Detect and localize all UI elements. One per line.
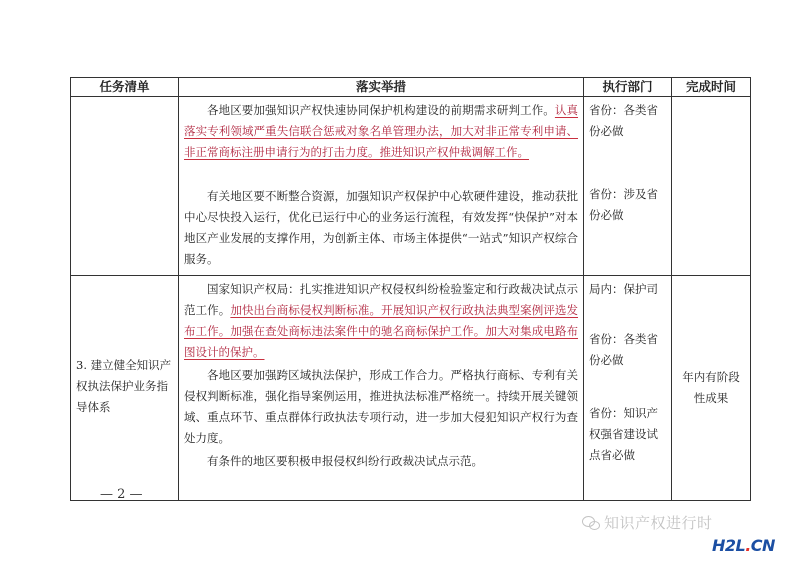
measure-paragraph: 国家知识产权局：扎实推进知识产权侵权纠纷检验鉴定和行政裁决试点示范工作。加快出台商标侵权判断标准。开展知识产权行政执法典型案例评选发布工作。加强在查处商标违法案件中的驰名商标保护工作。加大对集成电路布图设计的保护。: [184, 282, 579, 359]
wechat-icon: [582, 516, 600, 530]
task-table: [70, 77, 751, 501]
header-measures: 落实举措: [179, 78, 584, 97]
measure-paragraph: 有关地区要不断整合资源，加强知识产权保护中心软硬件建设，推动获批中心尽快投入运行，优化已运行中心的业务运行流程，有效发挥“快保护”对本地区产业发展的支撑作用，为创新主体、市场主体提供“一站式”知识产权综合服务。: [184, 189, 578, 266]
time-cell: [672, 97, 751, 276]
table-header-row: [71, 78, 751, 97]
task-cell: [71, 97, 179, 276]
department-entry: 省份：各类省份必做: [589, 103, 658, 138]
measure-paragraph: 各地区要加强知识产权快速协同保护机构建设的前期需求研判工作。认真落实专利领域严重失信联合惩戒对象名单管理办法，加大对非正常专利申请、非正常商标注册申请行为的打击力度。推进知识产权仲裁调解工作。: [184, 103, 579, 159]
measure-paragraph: 有条件的地区要积极申报侵权纠纷行政裁决试点示范。: [207, 454, 483, 468]
highlighted-text: 加快出台商标侵权判断标准。开展知识产权行政执法典型案例评选发布工作。加强在查处商标违法案件中的驰名商标保护工作。加大对集成电路布图设计的保护。: [184, 303, 579, 359]
table-row: [71, 97, 751, 276]
department-entry: 省份：知识产权强省建设试点省必做: [589, 406, 658, 462]
measures-cell: [179, 97, 584, 276]
department-cell: [584, 276, 672, 501]
measures-cell: [179, 276, 584, 501]
watermark: [582, 512, 713, 533]
header-department: 执行部门: [584, 78, 672, 97]
header-task-list: 任务清单: [71, 78, 179, 97]
site-logo: H2L.CN: [712, 536, 775, 555]
department-entry: 省份：各类省份必做: [589, 332, 658, 367]
watermark-text: 知识产权进行时: [604, 514, 713, 532]
header-completion-time: 完成时间: [672, 78, 751, 97]
time-cell: 年内有阶段性成果: [672, 276, 751, 501]
highlighted-text: 认真落实专利领域严重失信联合惩戒对象名单管理办法，加大对非正常专利申请、非正常商标注册申请行为的打击力度。推进知识产权仲裁调解工作。: [184, 103, 579, 159]
page-number: — 2 —: [100, 487, 143, 502]
table-row: [71, 276, 751, 501]
department-entry: 局内：保护司: [589, 282, 658, 296]
task-cell: 3. 建立健全知识产权执法保护业务指导体系: [71, 276, 179, 501]
department-entry: 省份：涉及省份必做: [589, 187, 658, 222]
measure-paragraph: 各地区要加强跨区域执法保护，形成工作合力。严格执行商标、专利有关侵权判断标准，强化指导案例运用，推进执法标准严格统一。持续开展关键领域、重点环节、重点群体行政执法专项行动，进一步加大侵犯知识产权行为查处力度。: [184, 368, 578, 445]
department-cell: [584, 97, 672, 276]
